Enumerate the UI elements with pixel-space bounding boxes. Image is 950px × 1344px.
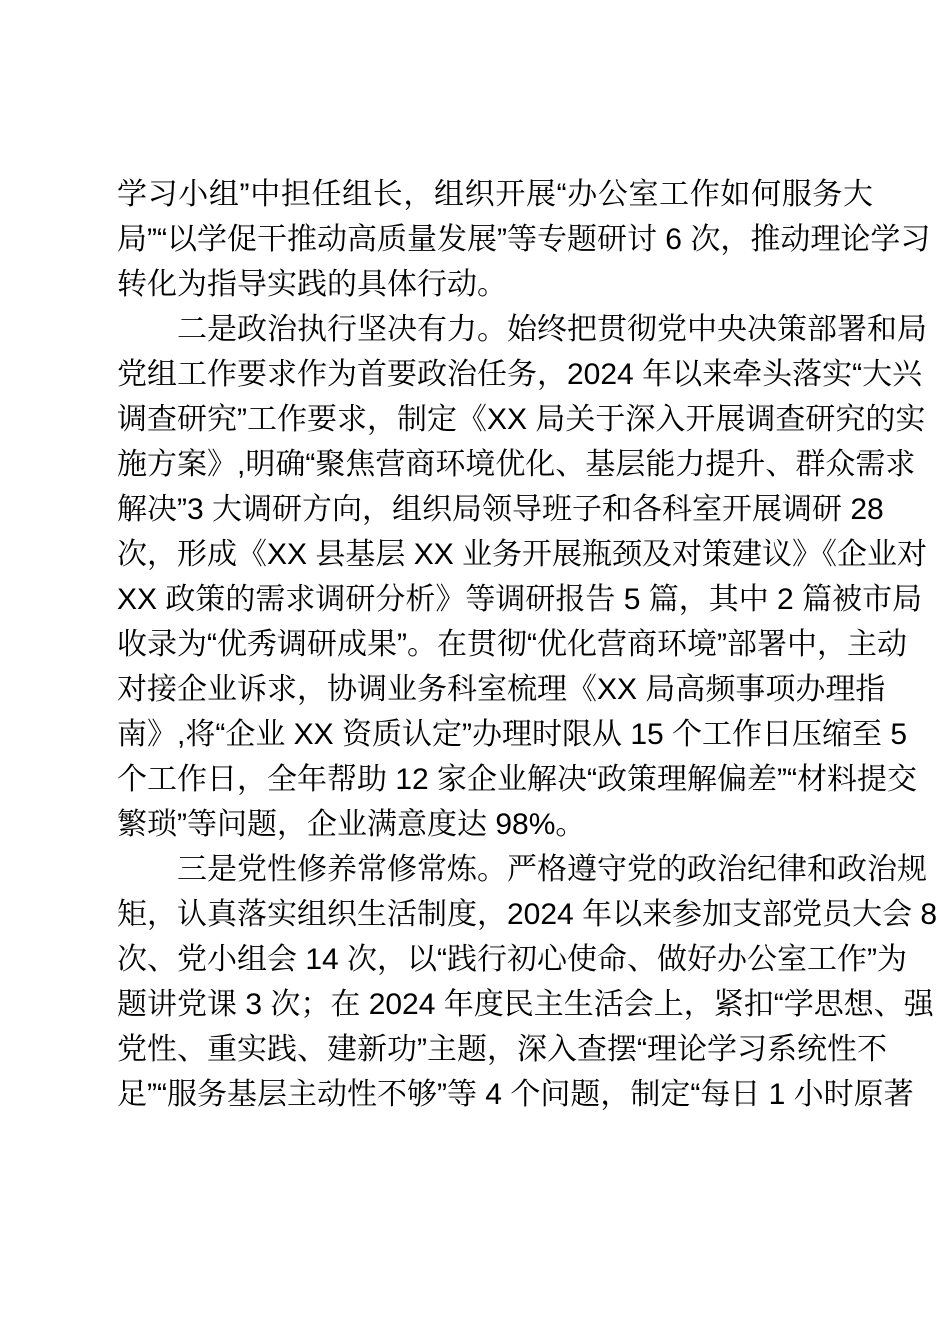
text-line: 学习小组”中担任组长，组织开展“办公室工作如何服务大	[117, 178, 873, 211]
paragraph-continuation	[117, 172, 931, 307]
text-line: 三是党性修养常修常炼。严格遵守党的政治纪律和政治规	[177, 853, 927, 886]
document-body	[117, 172, 938, 1117]
text-line: XX 政策的需求调研分析》等调研报告 5 篇，其中 2 篇被市局	[117, 583, 923, 616]
text-line: 党性、重实践、建新功”主题，深入查摆“理论学习系统性不	[117, 1033, 887, 1066]
text-line: 足”“服务基层主动性不够”等 4 个问题，制定“每日 1 小时原著	[117, 1078, 914, 1111]
text-line: 繁琐”等问题，企业满意度达 98%。	[117, 808, 586, 841]
paragraph-point-two	[117, 307, 928, 847]
text-line: 次、党小组会 14 次，以“践行初心使命、做好办公室工作”为	[117, 943, 908, 976]
text-line: 调查研究”工作要求，制定《XX 局关于深入开展调查研究的实	[117, 403, 926, 436]
text-line: 解决”3 大调研方向，组织局领导班子和各科室开展调研 28	[117, 493, 884, 526]
text-line: 对接企业诉求，协调业务科室梳理《XX 局高频事项办理指	[117, 673, 886, 706]
text-line: 题讲党课 3 次；在 2024 年度民主生活会上，紧扣“学思想、强	[117, 988, 934, 1021]
text-line: 个工作日，全年帮助 12 家企业解决“政策理解偏差”“材料提交	[117, 763, 918, 796]
text-line: 次，形成《XX 县基层 XX 业务开展瓶颈及对策建议》《企业对	[117, 538, 928, 571]
text-line: 施方案》,明确“聚焦营商环境优化、基层能力提升、群众需求	[117, 448, 916, 481]
text-line: 党组工作要求作为首要政治任务，2024 年以来牵头落实“大兴	[117, 358, 923, 391]
text-line: 收录为“优秀调研成果”。在贯彻“优化营商环境”部署中，主动	[117, 628, 907, 661]
text-line: 矩，认真落实组织生活制度，2024 年以来参加支部党员大会 8	[117, 898, 938, 931]
text-line: 二是政治执行坚决有力。始终把贯彻党中央决策部署和局	[177, 313, 927, 346]
text-line: 转化为指导实践的具体行动。	[117, 268, 507, 301]
text-line: 南》,将“企业 XX 资质认定”办理时限从 15 个工作日压缩至 5	[117, 718, 908, 751]
paragraph-point-three	[117, 847, 938, 1117]
text-line: 局”“以学促干推动高质量发展”等专题研讨 6 次，推动理论学习	[117, 223, 931, 256]
